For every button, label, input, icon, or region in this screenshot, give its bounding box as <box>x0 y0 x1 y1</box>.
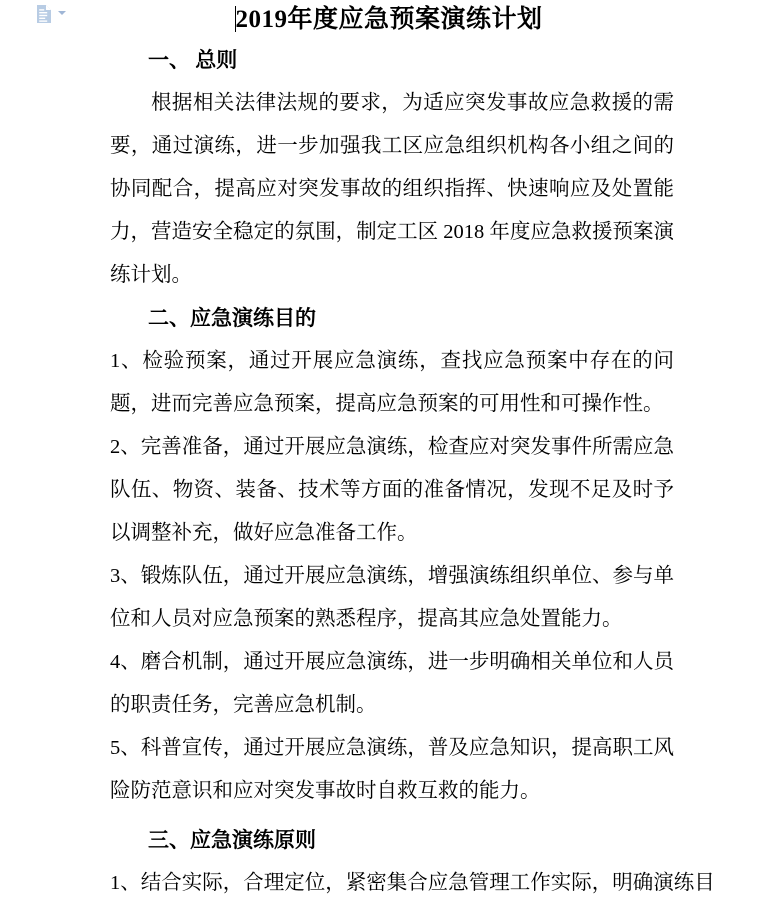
section-2-paragraph-2: 2、完善准备，通过开展应急演练，检查应对突发事件所需应急队伍、物资、装备、技术等方面的准备情况，发现不足及时予以调整补充，做好应急准备工作。 <box>110 436 674 544</box>
section-2-paragraph-3: 3、锻炼队伍，通过开展应急演练，增强演练组织单位、参与单位和人员对应急预案的熟悉程序，提高其应急处置能力。 <box>110 565 674 630</box>
section-heading-3: 三、应急演练原则 <box>148 828 316 852</box>
section-1-paragraph-1: 根据相关法律法规的要求，为适应突发事故应急救援的需要，通过演练，进一步加强我工区应急组织机构各小组之间的协同配合，提高应对突发事故的组织指挥、快速响应及处置能力，营造安全稳定的氛围，制定工区 2018 年度应急救援预案演练计划。 <box>110 92 674 286</box>
section-2-paragraph-1: 1、检验预案，通过开展应急演练，查找应急预案中存在的问题，进而完善应急预案，提高应急预案的可用性和可操作性。 <box>110 350 674 415</box>
section-2-paragraph-4: 4、磨合机制，通过开展应急演练，进一步明确相关单位和人员的职责任务，完善应急机制。 <box>110 651 674 716</box>
section-heading-1: 一、 总则 <box>148 48 238 72</box>
section-2-paragraph-5: 5、科普宣传，通过开展应急演练，普及应急知识，提高职工风险防范意识和应对突发事故时自救互救的能力。 <box>110 737 674 802</box>
page-title-text: 2019年度应急预案演练计划 <box>235 6 543 33</box>
section-heading-2: 二、应急演练目的 <box>148 306 316 330</box>
page-title <box>0 0 778 37</box>
section-3-paragraph-1: 1、结合实际，合理定位，紧密集合应急管理工作实际，明确演练目 <box>110 872 715 894</box>
